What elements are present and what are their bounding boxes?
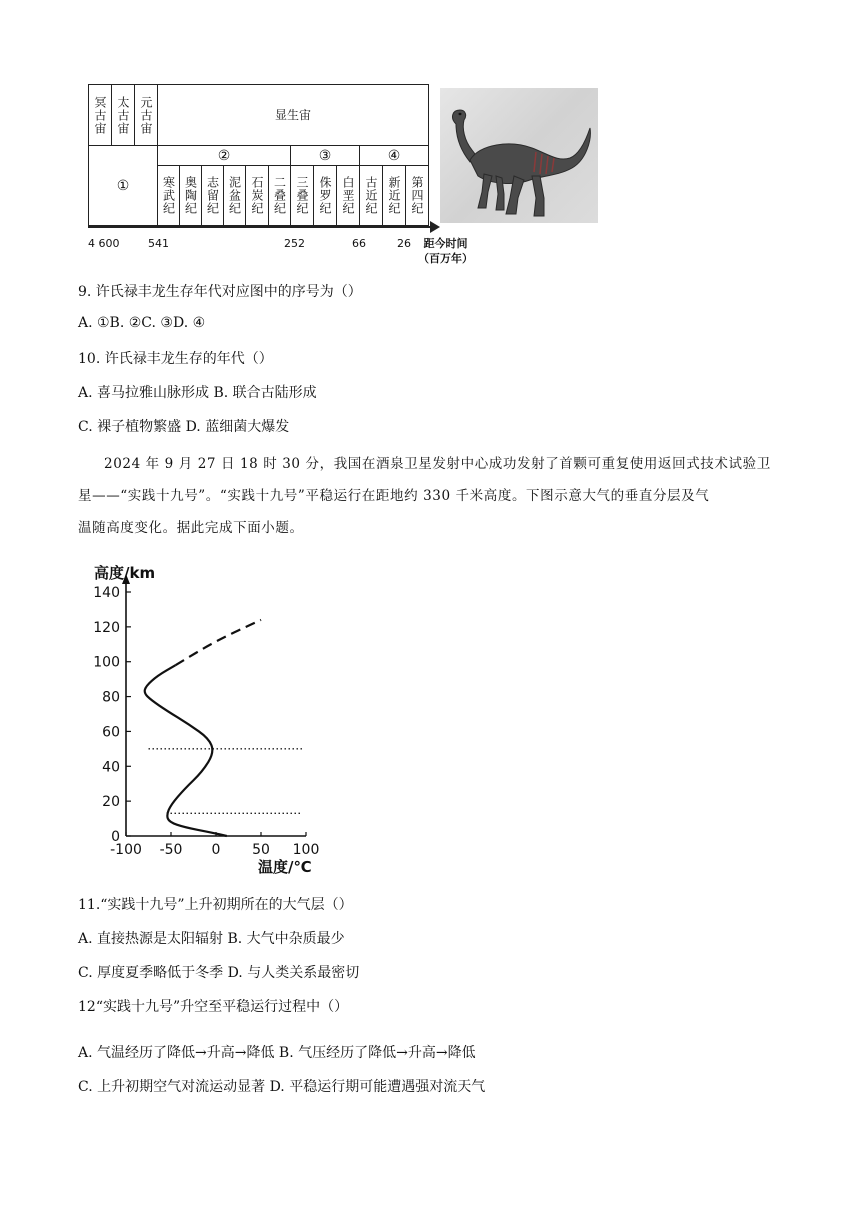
question-11: 11.“实践十九号”上升初期所在的大气层（） bbox=[78, 897, 353, 913]
y-tick-label: 20 bbox=[102, 794, 120, 811]
x-axis-label: 温度/℃ bbox=[258, 858, 312, 876]
period-quaternary: 第四纪 bbox=[405, 165, 429, 226]
y-tick-label: 100 bbox=[93, 654, 120, 671]
y-axis-label: 高度/km bbox=[94, 564, 156, 582]
tick-4600: 4 600 bbox=[88, 237, 120, 250]
period-cretaceous: 白垩纪 bbox=[336, 165, 360, 226]
question-10: 10. 许氏禄丰龙生存的年代（） bbox=[78, 351, 273, 367]
question-11-options-ab: A. 直接热源是太阳辐射 B. 大气中杂质最少 bbox=[78, 931, 345, 947]
era-circle-4: ④ bbox=[359, 145, 429, 166]
question-12-options-cd: C. 上升初期空气对流运动显著 D. 平稳运行期可能遭遇强对流天气 bbox=[78, 1079, 486, 1095]
tick-26: 26 bbox=[397, 237, 411, 250]
eon-proterozoic: 元古宙 bbox=[134, 84, 158, 146]
period-carboniferous: 石炭纪 bbox=[245, 165, 269, 226]
x-tick-label: 50 bbox=[252, 842, 270, 858]
time-axis bbox=[88, 226, 433, 228]
x-tick-label: -50 bbox=[159, 842, 183, 858]
y-tick-label: 40 bbox=[102, 759, 120, 776]
question-12: 12“实践十九号”升空至平稳运行过程中（） bbox=[78, 999, 349, 1015]
question-12-options-ab: A. 气温经历了降低→升高→降低 B. 气压经历了降低→升高→降低 bbox=[78, 1045, 476, 1061]
era-circle-2: ② bbox=[157, 145, 291, 166]
eon-archean: 太古宙 bbox=[111, 84, 135, 146]
temperature-curve-dashed bbox=[176, 620, 262, 665]
passage-line-3: 温随高度变化。据此完成下面小题。 bbox=[78, 520, 304, 536]
question-10-options-ab: A. 喜马拉雅山脉形成 B. 联合古陆形成 bbox=[78, 385, 317, 401]
period-ordovician: 奥陶纪 bbox=[179, 165, 202, 226]
y-tick-label: 140 bbox=[93, 585, 120, 601]
period-paleogene: 古近纪 bbox=[359, 165, 383, 226]
x-tick-label: -100 bbox=[110, 842, 142, 858]
question-11-options-cd: C. 厚度夏季略低于冬季 D. 与人类关系最密切 bbox=[78, 965, 360, 981]
period-devonian: 泥盆纪 bbox=[223, 165, 246, 226]
period-silurian: 志留纪 bbox=[201, 165, 224, 226]
eon-phanerozoic: 显生宙 bbox=[157, 84, 429, 146]
time-label-line1: 距今时间 bbox=[423, 237, 468, 250]
y-tick-label: 0 bbox=[111, 829, 120, 845]
tick-66: 66 bbox=[352, 237, 366, 250]
temperature-curve bbox=[145, 665, 227, 836]
period-cambrian: 寒武纪 bbox=[157, 165, 180, 226]
x-tick-label: 0 bbox=[211, 842, 221, 858]
y-tick-label: 120 bbox=[93, 619, 120, 636]
time-axis-label bbox=[418, 236, 473, 266]
x-tick-label: 100 bbox=[292, 842, 320, 858]
period-jurassic: 侏罗纪 bbox=[313, 165, 337, 226]
dinosaur-image bbox=[440, 88, 598, 223]
passage-line-1: 2024 年 9 月 27 日 18 时 30 分，我国在酒泉卫星发射中心成功发射了首颗可重复使用返回式技术试验卫 bbox=[104, 456, 771, 472]
period-permian: 二叠纪 bbox=[268, 165, 291, 226]
y-tick-label: 80 bbox=[102, 689, 120, 706]
dinosaur-silhouette-icon bbox=[440, 88, 598, 223]
tick-541: 541 bbox=[148, 237, 169, 250]
question-9: 9. 许氏禄丰龙生存年代对应图中的序号为（） bbox=[78, 284, 362, 300]
atmosphere-temperature-chart bbox=[80, 560, 340, 880]
time-label-line2: （百万年） bbox=[418, 252, 473, 265]
tick-252: 252 bbox=[284, 237, 305, 250]
period-triassic: 三叠纪 bbox=[290, 165, 314, 226]
era-circle-1: ① bbox=[88, 145, 158, 226]
era-circle-3: ③ bbox=[290, 145, 360, 166]
time-axis-arrow bbox=[430, 221, 440, 233]
question-10-options-cd: C. 裸子植物繁盛 D. 蓝细菌大爆发 bbox=[78, 419, 290, 435]
period-neogene: 新近纪 bbox=[382, 165, 406, 226]
eon-hadean: 冥古宙 bbox=[88, 84, 112, 146]
passage-line-2: 星——“实践十九号”。“实践十九号”平稳运行在距地约 330 千米高度。下图示意大气的垂直分层及气 bbox=[78, 488, 710, 504]
question-9-options: A. ①B. ②C. ③D. ④ bbox=[78, 315, 206, 331]
y-tick-label: 60 bbox=[102, 724, 120, 741]
